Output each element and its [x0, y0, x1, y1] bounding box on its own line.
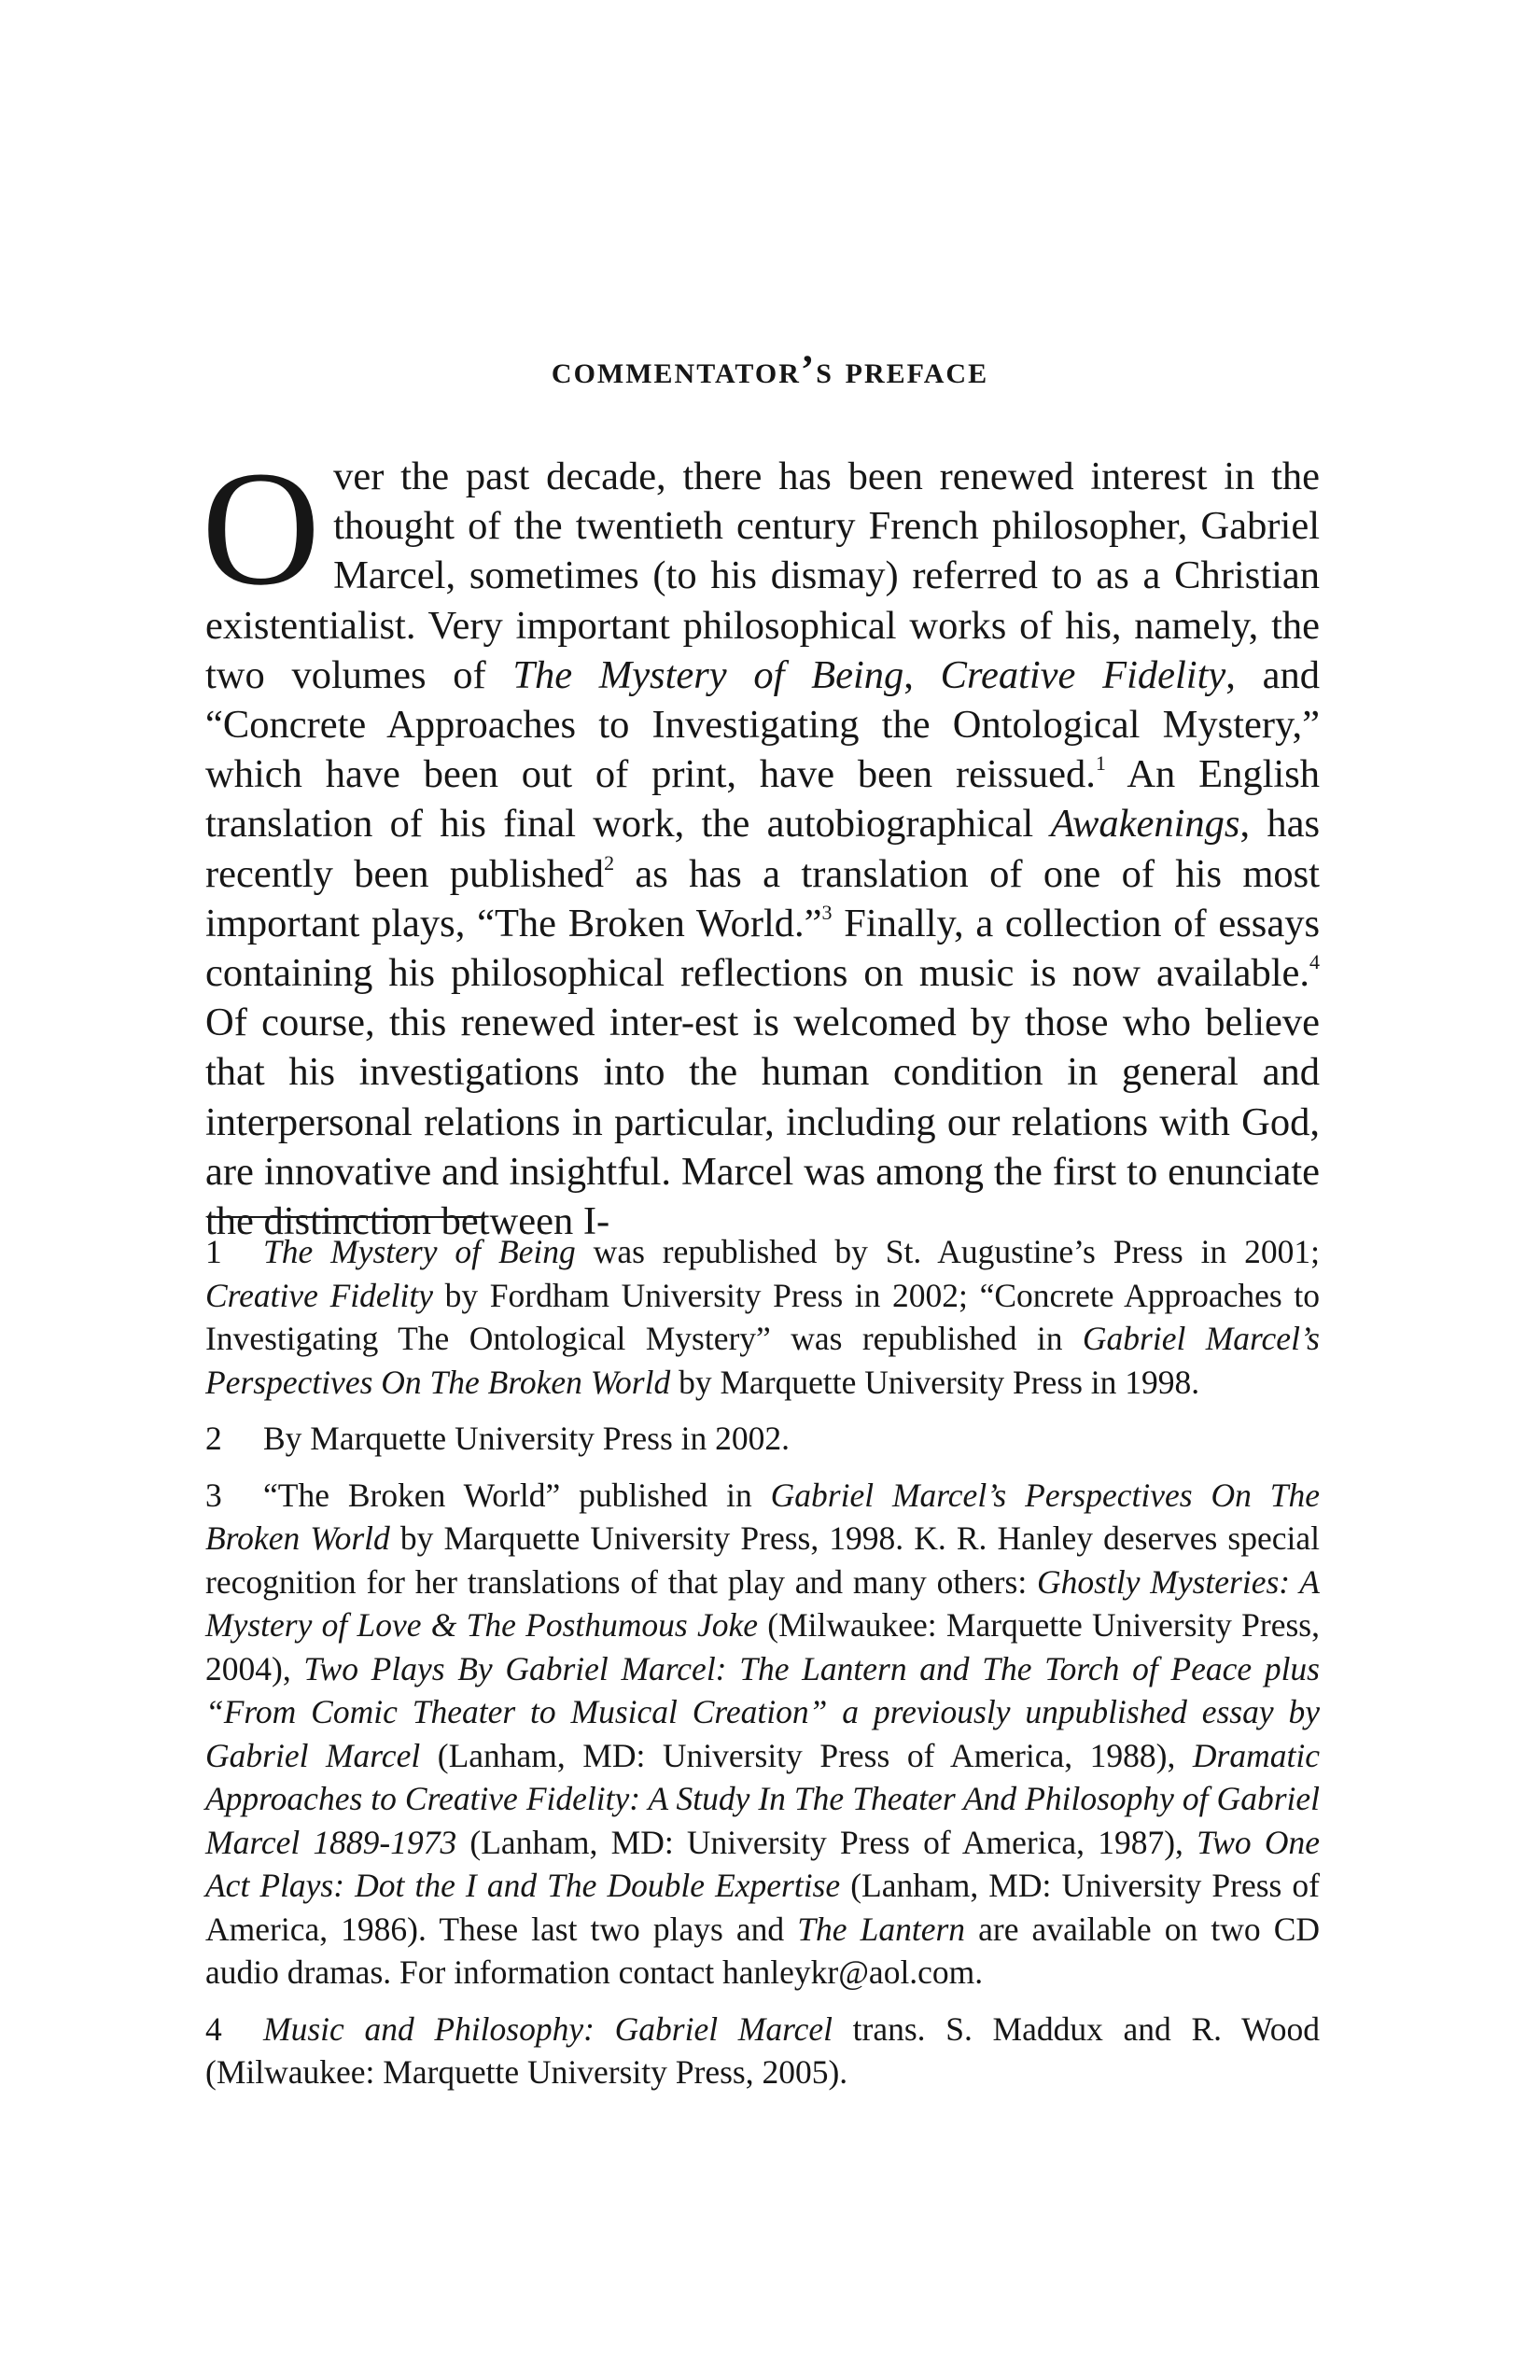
book-title: Creative Fidelity [940, 652, 1226, 697]
footnote-number: 4 [205, 2009, 222, 2048]
body-text: , has recently been published [205, 802, 1321, 896]
book-title: Two One Act Plays: Dot the I and The Double Expertise [205, 1823, 1320, 1904]
body-text: as has a translation of one of his most important plays, “The Broken World.” [205, 851, 1320, 945]
footnote-text: was republished by St. Augustine’s Press in 2001; [575, 1233, 1320, 1270]
footnote-ref: 2 [604, 850, 615, 875]
footnote-rule [207, 1216, 485, 1218]
drop-cap: O [202, 438, 321, 620]
footnote-number: 3 [205, 1476, 222, 1514]
body-paragraph [202, 438, 1321, 1246]
footnote-text: By Marquette University Press in 2002. [263, 1420, 790, 1457]
book-title: The Mystery of Being [512, 652, 904, 697]
book-title: Awakenings [1050, 802, 1240, 847]
footnote-text: (Lanham, MD: University Press of America, 1988), [420, 1736, 1193, 1774]
book-title: Creative Fidelity [205, 1276, 433, 1314]
page-title: commentator’s preface [551, 348, 989, 392]
footnote-text: (Milwaukee: Marquette University Press, 2004), [205, 1606, 1320, 1687]
book-title: Music and Philosophy: Gabriel Marcel [263, 2009, 833, 2048]
body-text: An English translation of his final work, the autobiographical [205, 752, 1320, 847]
footnote-ref: 3 [821, 900, 833, 924]
footnote-text: (Lanham, MD: University Press of America, 1986). These last two plays and [205, 1867, 1320, 1948]
book-title: Gabriel Marcel’s Perspectives On The Broken World [205, 1320, 1320, 1401]
body-text: Of course, this renewed inter-est is welcomed by those who believe that his investigations into the human condition in general and interpersonal relations in particular, including our relations with God, are innovative and insightful. Marcel was among the first to enunciate the distinction between I- [205, 1001, 1320, 1244]
book-title: The Mystery of Being [263, 1233, 576, 1270]
footnote-text: by Marquette University Press, 1998. K. R. Hanley deserves special recognition for her translations of that play and many others: [205, 1519, 1320, 1601]
footnote-text: trans. S. Maddux and R. Wood (Milwaukee: Marquette University Press, 2005). [205, 2009, 1320, 2091]
body-text: ver the past decade, there has been renewed interest in the thought of the twentieth century French philosopher, Gabriel Marcel, sometimes (to his dismay) referred to as a Christian existentialist. Very important philosophical works of his, namely, the two volumes of [205, 455, 1320, 697]
footnote-text: are available on two CD audio dramas. For information contact hanleykr@aol.com. [205, 1910, 1321, 1991]
footnote-text: (Lanham, MD: University Press of America, 1987), [456, 1823, 1197, 1861]
book-title: Dramatic Approaches to Creative Fidelity: A Study In The Theater And Philosophy of Gabriel Marcel 1889-1973 [205, 1736, 1320, 1861]
book-title: Two Plays By Gabriel Marcel: The Lantern and The Torch of Peace plus “From Comic Theater to Musical Creation” a previously unpublished essay by Gabriel Marcel [205, 1649, 1320, 1774]
book-title: Gabriel Marcel’s Perspectives On The Broken World [205, 1476, 1320, 1557]
footnote-4 [205, 2008, 1320, 2094]
book-title: Ghostly Mysteries: A Mystery of Love & The Posthumous Joke [205, 1562, 1320, 1644]
footnote-number: 1 [205, 1233, 222, 1270]
footnote-2 [205, 1417, 1320, 1461]
footnote-text: by Marquette University Press in 1998. [670, 1363, 1200, 1401]
footnote-3 [205, 1474, 1320, 1995]
body-text: Finally, a collection of essays containing his philosophical reflections on music is now available. [205, 901, 1320, 996]
footnotes [205, 1230, 1320, 2107]
footnote-text: by Fordham University Press in 2002; “Concrete Approaches to Investigating The Ontological Mystery” was republished in [205, 1276, 1320, 1357]
book-title: The Lantern [797, 1910, 966, 1948]
footnote-ref: 1 [1095, 751, 1106, 776]
footnote-text: “The Broken World” published in [263, 1476, 771, 1514]
footnote-ref: 4 [1309, 950, 1320, 974]
body-text: , [903, 652, 941, 697]
footnote-1 [205, 1230, 1320, 1404]
body-text: , and “Concrete Approaches to Investigating the Ontological Mystery,” which have been out of print, have been reissued. [205, 652, 1321, 797]
footnote-number: 2 [205, 1420, 222, 1457]
